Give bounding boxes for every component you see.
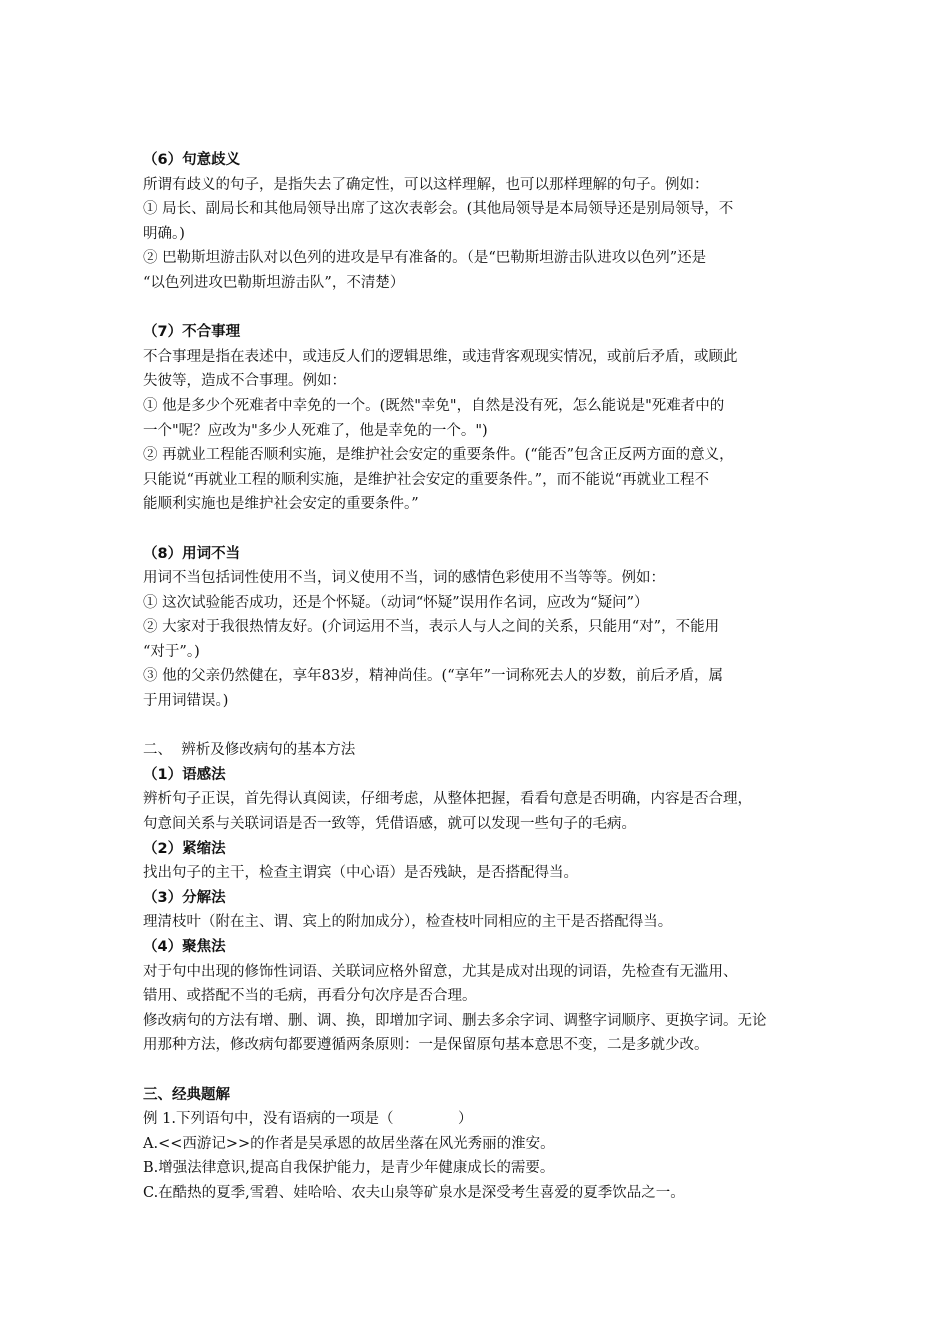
paragraph-line: 对于句中出现的修饰性词语、关联词应格外留意，尤其是成对出现的词语，先检查有无滥用、	[143, 963, 738, 980]
section-heading-8: （8）用词不当	[143, 545, 241, 562]
part-title-2: 二、 辨析及修改病句的基本方法	[143, 742, 356, 759]
paragraph-line: 用那种方法，修改病句都要遵循两条原则：一是保留原句基本意思不变，二是多就少改。	[143, 1037, 709, 1054]
method-heading-1: （1）语感法	[143, 766, 226, 783]
question-option-c: C.在酷热的夏季,雪碧、娃哈哈、农夫山泉等矿泉水是深受考生喜爱的夏季饮品之一。	[143, 1184, 685, 1201]
example-line: ③ 他的父亲仍然健在，享年83岁，精神尚佳。(“享年”一词称死去人的岁数，前后矛盾，属	[143, 668, 724, 685]
method-heading-3: （3）分解法	[143, 889, 226, 906]
example-line: 明确。)	[143, 225, 185, 242]
example-line: ② 巴勒斯坦游击队对以色列的进攻是早有准备的。（是“巴勒斯坦游击队进攻以色列”还是	[143, 250, 707, 267]
paragraph-line: 不合事理是指在表述中，或违反人们的逻辑思维，或违背客观现实情况，或前后矛盾，或顾此	[143, 348, 738, 365]
example-line: 能顺利实施也是维护社会安定的重要条件。”	[143, 496, 419, 513]
example-line: ② 大家对于我很热情友好。(介词运用不当，表示人与人之间的关系，只能用“对”，不能用	[143, 619, 720, 636]
paragraph-line: 错用、或搭配不当的毛病，再看分句次序是否合理。	[143, 988, 477, 1005]
example-line: 只能说“再就业工程的顺利实施，是维护社会安定的重要条件。”，而不能说“再就业工程不	[143, 471, 709, 488]
document-page	[143, 148, 823, 1206]
example-line: ① 他是多少个死难者中幸免的一个。(既然"幸免"，自然是没有死，怎么能说是"死难者中的	[143, 397, 725, 414]
example-line: ① 局长、副局长和其他局领导出席了这次表彰会。(其他局领导是本局领导还是别局领导，不	[143, 201, 734, 218]
example-line: “以色列进攻巴勒斯坦游击队”，不清楚）	[143, 274, 405, 291]
question-option-b: B.增强法律意识,提高自我保护能力，是青少年健康成长的需要。	[143, 1160, 555, 1177]
question-stem: 例 1.下列语句中，没有语病的一项是（ ）	[143, 1111, 473, 1128]
paragraph-line: 用词不当包括词性使用不当，词义使用不当，词的感情色彩使用不当等等。例如：	[143, 570, 665, 587]
paragraph-line: 找出句子的主干，检查主谓宾（中心语）是否残缺，是否搭配得当。	[143, 865, 578, 882]
example-line: ① 这次试验能否成功，还是个怀疑。（动词“怀疑”误用作名词，应改为“疑问”）	[143, 594, 649, 611]
section-heading-6: （6）句意歧义	[143, 152, 241, 168]
method-heading-2: （2）紧缩法	[143, 840, 226, 857]
question-option-a: A.<<西游记>>的作者是吴承恩的故居坐落在风光秀丽的淮安。	[143, 1135, 555, 1152]
example-line: 一个"呢？应改为"多少人死难了，他是幸免的一个。")	[143, 422, 488, 439]
paragraph-line: 句意间关系与关联词语是否一致等，凭借语感，就可以发现一些句子的毛病。	[143, 816, 636, 833]
part-title-3: 三、经典题解	[143, 1086, 230, 1103]
example-line: “对于”。)	[143, 643, 200, 660]
method-heading-4: （4）聚焦法	[143, 939, 226, 955]
paragraph-line: 所谓有歧义的句子，是指失去了确定性，可以这样理解，也可以那样理解的句子。例如：	[143, 176, 709, 193]
paragraph-line: 修改病句的方法有增、删、调、换，即增加字词、删去多余字词、调整字词顺序、更换字词。无论	[143, 1012, 767, 1029]
paragraph-line: 失彼等，造成不合事理。例如：	[143, 373, 346, 390]
section-heading-7: （7）不合事理	[143, 324, 241, 341]
paragraph-line: 辨析句子正误，首先得认真阅读，仔细考虑，从整体把握，看看句意是否明确，内容是否合理，	[143, 791, 752, 808]
example-line: ② 再就业工程能否顺利实施，是维护社会安定的重要条件。(“能否”包含正反两方面的意义，	[143, 447, 734, 464]
example-line: 于用词错误。)	[143, 693, 229, 710]
paragraph-line: 理清枝叶（附在主、谓、宾上的附加成分），检查枝叶同相应的主干是否搭配得当。	[143, 914, 673, 931]
